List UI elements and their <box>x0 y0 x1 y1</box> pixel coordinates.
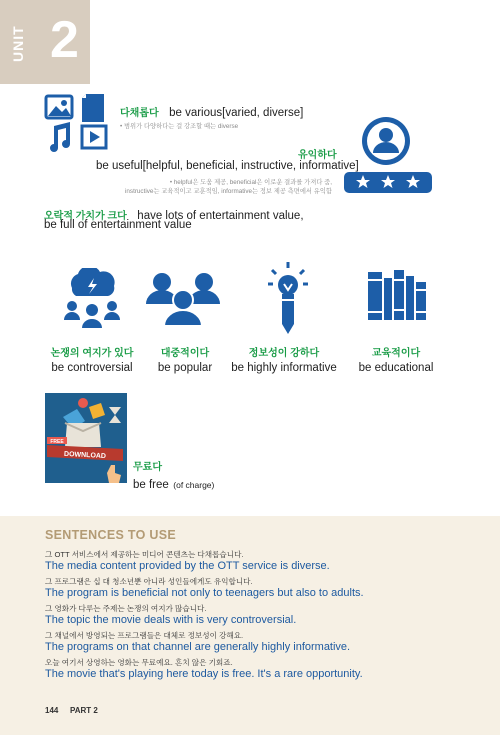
document-icon <box>82 94 104 122</box>
vocab-popular <box>142 344 228 374</box>
sentence-en: The programs on that channel are generally highly informative. <box>45 641 351 653</box>
informative-en: be highly informative <box>231 362 337 374</box>
controversial-ko: 논쟁의 여지가 있다 <box>50 348 134 359</box>
sentence-en: The media content provided by the OTT service is diverse. <box>45 560 330 572</box>
sentence-ko: 그 프로그램은 십 대 청소년뿐 아니라 성인들에게도 유익합니다. <box>45 577 253 586</box>
controversy-group-icon <box>62 268 122 330</box>
image-icon <box>46 96 72 118</box>
sentence-item <box>45 657 475 684</box>
vocab-various <box>120 103 303 121</box>
various-ko: 다채롭다 <box>120 108 159 119</box>
popular-en: be popular <box>157 362 213 374</box>
popular-people-icon <box>142 268 224 330</box>
download-ribbon-text: DOWNLOAD <box>63 450 107 461</box>
informative-ko: 정보성이 강하다 <box>248 348 320 359</box>
sentences-title: SENTENCES TO USE <box>45 528 176 542</box>
entertainment-en-2: be full of entertainment value <box>44 219 192 231</box>
sentence-en: The topic the movie deals with is very controversial. <box>45 614 297 626</box>
useful-en: be useful[helpful, beneficial, instructive, informative] <box>96 160 359 172</box>
unit-label: UNIT <box>10 25 26 62</box>
vocab-informative <box>226 344 342 374</box>
video-icon <box>82 126 106 148</box>
sentence-en: The program is beneficial not only to teenagers but also to adults. <box>45 587 364 599</box>
educational-en: be educational <box>358 362 434 374</box>
books-icon <box>366 268 428 322</box>
useful-ko: 유익하다 <box>298 150 337 161</box>
sentence-item <box>45 549 475 576</box>
popular-ko: 대중적이다 <box>160 348 210 359</box>
useful-note-1: • helpful은 도움 제공, beneficial은 이로운 결과를 가져다 줌, <box>169 179 332 186</box>
useful-note-2: instructive는 교육적이고 교훈적임, informative는 정보 제공 측면에서 유익함 <box>125 188 332 195</box>
sentence-en: The movie that's playing here today is free. It's a rare opportunity. <box>45 668 363 680</box>
sentence-item <box>45 576 475 603</box>
page-number: 144 <box>45 706 59 715</box>
unit-number: 2 <box>50 11 79 69</box>
various-note: • 범위가 다양하다는 걸 강조할 때는 diverse <box>120 123 239 130</box>
free-en: be free <box>133 479 169 491</box>
vocab-free <box>133 458 214 493</box>
vocab-educational <box>350 344 442 374</box>
sentence-ko: 그 영화가 다루는 주제는 논쟁의 여지가 많습니다. <box>45 604 207 613</box>
free-badge-text: FREE <box>50 439 64 445</box>
various-en: be various[varied, diverse] <box>169 107 304 119</box>
sentence-ko: 오늘 여기서 상영하는 영화는 무료예요. 흔치 않은 기회죠. <box>45 658 233 667</box>
sentence-list <box>45 549 475 684</box>
educational-ko: 교육적이다 <box>371 348 421 359</box>
sentence-item <box>45 603 475 630</box>
media-icons <box>44 94 112 154</box>
free-en-note: (of charge) <box>173 480 215 490</box>
sentence-item <box>45 630 475 657</box>
free-ko: 무료다 <box>133 462 162 473</box>
music-icon <box>50 122 70 152</box>
controversial-en: be controversial <box>51 362 133 374</box>
free-download-illustration <box>45 393 127 483</box>
part-label: PART 2 <box>70 706 98 715</box>
sentence-ko: 그 채널에서 방영되는 프로그램들은 대체로 정보성이 강해요. <box>45 631 244 640</box>
user-rating-icon <box>343 115 433 195</box>
vocab-controversial <box>40 344 144 374</box>
bulb-pencil-icon <box>266 260 310 336</box>
entertainment-en-1: have lots of entertainment value, <box>137 210 304 222</box>
sentence-ko: 그 OTT 서비스에서 제공하는 미디어 콘텐츠는 다채롭습니다. <box>45 550 244 559</box>
entertainment-ko: 오락적 가치가 크다 <box>44 211 127 222</box>
